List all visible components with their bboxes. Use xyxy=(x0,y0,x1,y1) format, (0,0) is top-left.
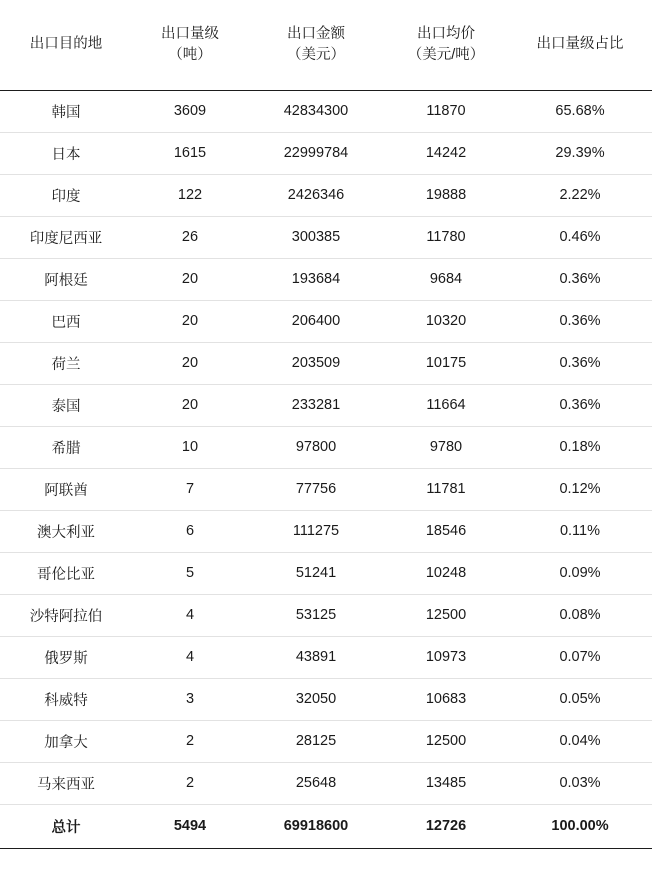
cell-amount: 300385 xyxy=(248,216,384,258)
table-row xyxy=(0,384,652,426)
cell-volume: 6 xyxy=(132,510,248,552)
table-row xyxy=(0,216,652,258)
cell-volume: 20 xyxy=(132,300,248,342)
cell-total-share: 100.00% xyxy=(508,804,652,848)
cell-share: 65.68% xyxy=(508,90,652,132)
column-header-volume xyxy=(132,0,248,90)
cell-destination: 印度尼西亚 xyxy=(0,216,132,258)
cell-share: 0.05% xyxy=(508,678,652,720)
table-row xyxy=(0,594,652,636)
cell-price: 12500 xyxy=(384,720,508,762)
column-header-amount-line1: 出口金额 xyxy=(287,25,345,42)
cell-volume: 7 xyxy=(132,468,248,510)
cell-volume: 4 xyxy=(132,594,248,636)
cell-amount: 32050 xyxy=(248,678,384,720)
cell-share: 0.46% xyxy=(508,216,652,258)
column-header-destination xyxy=(0,0,132,90)
column-header-share xyxy=(508,0,652,90)
cell-destination: 马来西亚 xyxy=(0,762,132,804)
cell-share: 2.22% xyxy=(508,174,652,216)
table-header-row xyxy=(0,0,652,90)
cell-amount: 97800 xyxy=(248,426,384,468)
column-header-share-line1: 出口量级占比 xyxy=(536,36,624,53)
cell-volume: 20 xyxy=(132,258,248,300)
cell-amount: 42834300 xyxy=(248,90,384,132)
cell-price: 19888 xyxy=(384,174,508,216)
table-row xyxy=(0,636,652,678)
cell-price: 10973 xyxy=(384,636,508,678)
cell-amount: 206400 xyxy=(248,300,384,342)
cell-volume: 20 xyxy=(132,342,248,384)
cell-destination: 荷兰 xyxy=(0,342,132,384)
cell-share: 29.39% xyxy=(508,132,652,174)
table-row xyxy=(0,300,652,342)
column-header-volume-line2: （吨） xyxy=(168,46,212,63)
cell-destination: 印度 xyxy=(0,174,132,216)
cell-destination: 巴西 xyxy=(0,300,132,342)
table-body xyxy=(0,90,652,848)
cell-destination: 科威特 xyxy=(0,678,132,720)
cell-price: 11781 xyxy=(384,468,508,510)
cell-price: 10175 xyxy=(384,342,508,384)
cell-price: 11870 xyxy=(384,90,508,132)
cell-volume: 5 xyxy=(132,552,248,594)
table-row xyxy=(0,720,652,762)
cell-share: 0.04% xyxy=(508,720,652,762)
table-row xyxy=(0,258,652,300)
cell-price: 10320 xyxy=(384,300,508,342)
column-header-amount-line2: （美元） xyxy=(287,46,345,63)
cell-total-label: 总计 xyxy=(0,804,132,848)
cell-share: 0.08% xyxy=(508,594,652,636)
cell-volume: 3609 xyxy=(132,90,248,132)
cell-volume: 2 xyxy=(132,762,248,804)
cell-volume: 2 xyxy=(132,720,248,762)
column-header-destination-line1: 出口目的地 xyxy=(29,36,103,53)
cell-destination: 澳大利亚 xyxy=(0,510,132,552)
table-row xyxy=(0,90,652,132)
cell-destination: 希腊 xyxy=(0,426,132,468)
cell-destination: 韩国 xyxy=(0,90,132,132)
cell-share: 0.18% xyxy=(508,426,652,468)
cell-destination: 阿根廷 xyxy=(0,258,132,300)
cell-share: 0.12% xyxy=(508,468,652,510)
column-header-amount xyxy=(248,0,384,90)
cell-amount: 22999784 xyxy=(248,132,384,174)
cell-amount: 53125 xyxy=(248,594,384,636)
cell-share: 0.03% xyxy=(508,762,652,804)
cell-volume: 3 xyxy=(132,678,248,720)
cell-volume: 1615 xyxy=(132,132,248,174)
cell-price: 11664 xyxy=(384,384,508,426)
cell-amount: 25648 xyxy=(248,762,384,804)
cell-destination: 哥伦比亚 xyxy=(0,552,132,594)
cell-share: 0.07% xyxy=(508,636,652,678)
cell-amount: 51241 xyxy=(248,552,384,594)
table-row xyxy=(0,342,652,384)
cell-price: 9684 xyxy=(384,258,508,300)
column-header-price xyxy=(384,0,508,90)
cell-share: 0.36% xyxy=(508,384,652,426)
cell-share: 0.36% xyxy=(508,342,652,384)
column-header-volume-line1: 出口量级 xyxy=(161,25,219,42)
cell-destination: 沙特阿拉伯 xyxy=(0,594,132,636)
cell-amount: 2426346 xyxy=(248,174,384,216)
cell-total-volume: 5494 xyxy=(132,804,248,848)
cell-destination: 加拿大 xyxy=(0,720,132,762)
cell-volume: 20 xyxy=(132,384,248,426)
cell-share: 0.09% xyxy=(508,552,652,594)
cell-amount: 193684 xyxy=(248,258,384,300)
cell-price: 10683 xyxy=(384,678,508,720)
cell-total-amount: 69918600 xyxy=(248,804,384,848)
cell-share: 0.36% xyxy=(508,300,652,342)
cell-destination: 泰国 xyxy=(0,384,132,426)
cell-destination: 阿联酋 xyxy=(0,468,132,510)
cell-amount: 203509 xyxy=(248,342,384,384)
cell-price: 14242 xyxy=(384,132,508,174)
cell-destination: 俄罗斯 xyxy=(0,636,132,678)
cell-amount: 233281 xyxy=(248,384,384,426)
cell-amount: 43891 xyxy=(248,636,384,678)
cell-volume: 26 xyxy=(132,216,248,258)
table-row xyxy=(0,174,652,216)
column-header-price-line1: 出口均价 xyxy=(417,25,475,42)
table-row xyxy=(0,132,652,174)
cell-volume: 122 xyxy=(132,174,248,216)
cell-volume: 4 xyxy=(132,636,248,678)
table-total-row xyxy=(0,804,652,848)
cell-price: 11780 xyxy=(384,216,508,258)
cell-total-price: 12726 xyxy=(384,804,508,848)
table-header xyxy=(0,0,652,90)
cell-amount: 111275 xyxy=(248,510,384,552)
column-header-price-line2: （美元/吨） xyxy=(407,46,485,63)
cell-price: 9780 xyxy=(384,426,508,468)
table-row xyxy=(0,552,652,594)
table-row xyxy=(0,468,652,510)
table-row xyxy=(0,762,652,804)
table-row xyxy=(0,678,652,720)
table-row xyxy=(0,510,652,552)
table-row xyxy=(0,426,652,468)
cell-price: 13485 xyxy=(384,762,508,804)
cell-destination: 日本 xyxy=(0,132,132,174)
cell-share: 0.11% xyxy=(508,510,652,552)
cell-share: 0.36% xyxy=(508,258,652,300)
cell-price: 12500 xyxy=(384,594,508,636)
cell-volume: 10 xyxy=(132,426,248,468)
cell-amount: 28125 xyxy=(248,720,384,762)
cell-price: 10248 xyxy=(384,552,508,594)
cell-amount: 77756 xyxy=(248,468,384,510)
cell-price: 18546 xyxy=(384,510,508,552)
